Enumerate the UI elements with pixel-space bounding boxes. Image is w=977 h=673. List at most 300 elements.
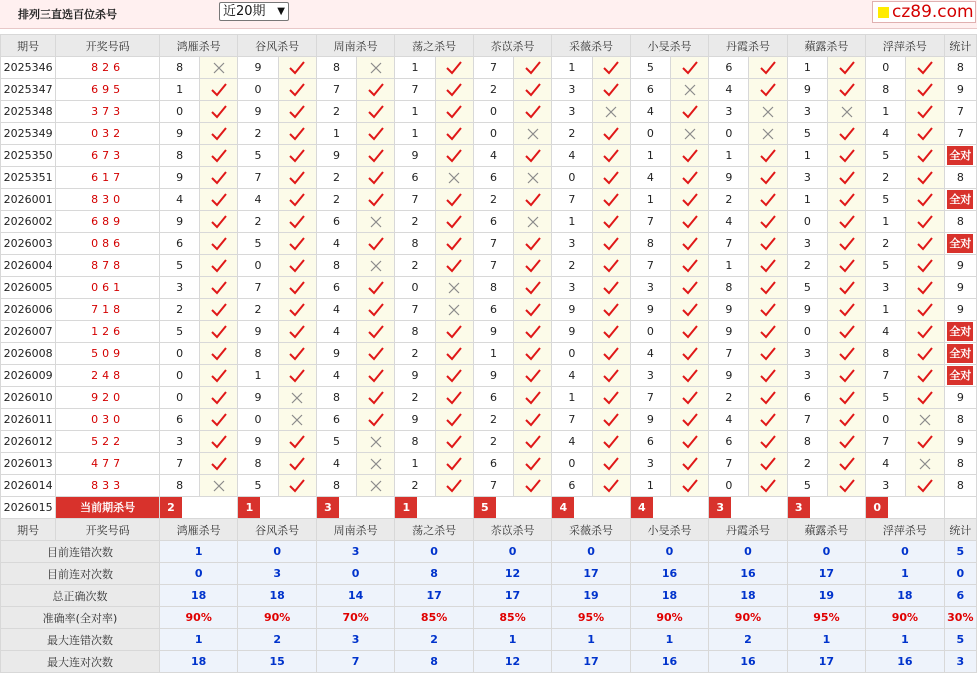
issue-cell: 2025346 [1, 57, 56, 79]
result-mark-cell [278, 167, 316, 189]
win-number-cell: 878 [56, 255, 160, 277]
check-icon [368, 193, 384, 207]
kill-number-cell: 3 [630, 365, 670, 387]
check-icon [682, 457, 698, 471]
check-icon [289, 303, 305, 317]
header-kill: 采薇杀号 [552, 35, 630, 57]
check-icon [211, 347, 227, 361]
result-mark-cell [357, 475, 395, 497]
stat-value-cell: 17 [787, 563, 865, 585]
cross-icon [370, 458, 382, 470]
stat-value-cell: 19 [787, 585, 865, 607]
stat-value-cell: 0 [787, 541, 865, 563]
result-mark-cell [200, 189, 238, 211]
kill-number-cell: 2 [473, 409, 513, 431]
kill-number-cell: 2 [395, 255, 435, 277]
result-mark-cell [827, 123, 865, 145]
win-number-cell: 718 [56, 299, 160, 321]
kill-number-cell: 0 [159, 101, 199, 123]
result-mark-cell [514, 255, 552, 277]
kill-number-cell: 9 [159, 167, 199, 189]
current-count-cell [944, 497, 976, 519]
check-icon [525, 347, 541, 361]
check-icon [839, 237, 855, 251]
table-row [1, 233, 977, 255]
check-icon [760, 259, 776, 273]
cross-icon [527, 128, 539, 140]
result-mark-cell [278, 189, 316, 211]
check-icon [839, 303, 855, 317]
check-icon [760, 303, 776, 317]
result-mark-cell [514, 365, 552, 387]
kill-number-cell: 5 [866, 387, 906, 409]
kill-number-cell: 2 [866, 233, 906, 255]
stat-value-cell: 0 [316, 563, 394, 585]
result-mark-cell [592, 431, 630, 453]
kill-number-table [0, 34, 977, 673]
check-icon [917, 259, 933, 273]
stat-row [1, 541, 977, 563]
check-icon [839, 193, 855, 207]
count-cell: 8 [944, 475, 976, 497]
kill-number-cell: 2 [238, 211, 278, 233]
check-icon [211, 193, 227, 207]
check-icon [368, 303, 384, 317]
header-kill: 鸿雁杀号 [159, 35, 237, 57]
result-mark-cell [749, 189, 787, 211]
count-cell [944, 189, 976, 211]
win-number-cell: 689 [56, 211, 160, 233]
result-mark-cell [827, 277, 865, 299]
result-mark-cell [827, 431, 865, 453]
kill-number-cell: 2 [395, 387, 435, 409]
kill-number-cell: 9 [709, 299, 749, 321]
kill-number-cell: 3 [630, 277, 670, 299]
issue-cell: 2025347 [1, 79, 56, 101]
current-kill-cell [630, 497, 708, 519]
check-icon [289, 237, 305, 251]
win-number-cell: 086 [56, 233, 160, 255]
result-mark-cell [514, 277, 552, 299]
kill-number-cell: 2 [552, 123, 592, 145]
header-kill: 浮萍杀号 [866, 519, 944, 541]
check-icon [839, 435, 855, 449]
stat-value-cell: 18 [866, 585, 944, 607]
current-kill-cell [473, 497, 551, 519]
check-icon [603, 171, 619, 185]
table-row [1, 299, 977, 321]
result-mark-cell [592, 167, 630, 189]
site-logo[interactable] [872, 1, 976, 23]
win-number-cell: 522 [56, 431, 160, 453]
header-kill: 谷风杀号 [238, 519, 316, 541]
result-mark-cell [200, 453, 238, 475]
kill-number-cell: 2 [473, 79, 513, 101]
result-mark-cell [592, 211, 630, 233]
kill-number-cell: 3 [787, 101, 827, 123]
check-icon [368, 347, 384, 361]
stat-value-cell: 30% [944, 607, 976, 629]
kill-number-cell: 1 [709, 145, 749, 167]
result-mark-cell [435, 387, 473, 409]
kill-number-cell: 2 [316, 189, 356, 211]
cross-icon [841, 106, 853, 118]
current-kill-cell [866, 497, 944, 519]
result-mark-cell [592, 343, 630, 365]
result-mark-cell [592, 409, 630, 431]
result-mark-cell [592, 233, 630, 255]
result-mark-cell [514, 431, 552, 453]
result-mark-cell [435, 277, 473, 299]
kill-number-cell: 1 [552, 57, 592, 79]
issue-cell: 2026007 [1, 321, 56, 343]
kill-number-cell: 3 [552, 277, 592, 299]
result-mark-cell [278, 79, 316, 101]
kill-number-cell: 9 [316, 145, 356, 167]
result-mark-cell [278, 365, 316, 387]
stat-value-cell: 17 [552, 651, 630, 673]
header-kill: 荡之杀号 [395, 519, 473, 541]
kill-number-cell: 0 [552, 453, 592, 475]
result-mark-cell [200, 277, 238, 299]
result-mark-cell [906, 101, 944, 123]
result-mark-cell [435, 255, 473, 277]
all-correct-badge: 全对 [947, 322, 973, 341]
result-mark-cell [827, 255, 865, 277]
result-mark-cell [671, 233, 709, 255]
check-icon [446, 149, 462, 163]
check-icon [446, 127, 462, 141]
result-mark-cell [514, 57, 552, 79]
stat-value-cell: 3 [238, 563, 316, 585]
check-icon [682, 413, 698, 427]
stat-value-cell: 90% [630, 607, 708, 629]
result-mark-cell [435, 189, 473, 211]
stat-value-cell: 16 [709, 651, 787, 673]
result-mark-cell [906, 233, 944, 255]
table-row [1, 409, 977, 431]
kill-number-cell: 9 [316, 343, 356, 365]
kill-number-cell: 5 [787, 277, 827, 299]
result-mark-cell [906, 431, 944, 453]
kill-number-cell: 9 [395, 145, 435, 167]
kill-number-cell: 9 [630, 409, 670, 431]
check-icon [211, 303, 227, 317]
current-kill-cell [395, 497, 473, 519]
result-mark-cell [278, 277, 316, 299]
check-icon [760, 83, 776, 97]
check-icon [682, 171, 698, 185]
kill-number-cell: 2 [473, 189, 513, 211]
kill-number-cell: 0 [159, 365, 199, 387]
check-icon [682, 193, 698, 207]
result-mark-cell [435, 299, 473, 321]
check-icon [368, 281, 384, 295]
table-row [1, 431, 977, 453]
kill-number-cell: 7 [473, 475, 513, 497]
kill-number-cell: 0 [787, 211, 827, 233]
result-mark-cell [827, 387, 865, 409]
kill-number-cell: 3 [787, 343, 827, 365]
kill-number-cell: 2 [395, 475, 435, 497]
check-icon [368, 83, 384, 97]
result-mark-cell [671, 475, 709, 497]
check-icon [839, 259, 855, 273]
result-mark-cell [514, 101, 552, 123]
stat-value-cell: 0 [238, 541, 316, 563]
check-icon [839, 479, 855, 493]
current-label-cell [56, 497, 160, 519]
current-row [1, 497, 977, 519]
kill-number-cell: 0 [552, 167, 592, 189]
check-icon [839, 457, 855, 471]
result-mark-cell [357, 145, 395, 167]
kill-number-cell: 9 [238, 431, 278, 453]
check-icon [525, 259, 541, 273]
kill-number-cell: 3 [866, 475, 906, 497]
result-mark-cell [200, 233, 238, 255]
count-cell: 9 [944, 277, 976, 299]
check-icon [211, 413, 227, 427]
current-label: 当前期杀号 [56, 497, 159, 518]
kill-number-cell: 3 [709, 101, 749, 123]
kill-number-cell: 4 [159, 189, 199, 211]
kill-number-cell: 5 [787, 123, 827, 145]
stat-value-cell: 3 [944, 651, 976, 673]
check-icon [760, 347, 776, 361]
result-mark-cell [200, 387, 238, 409]
table-row [1, 167, 977, 189]
stat-value-cell: 0 [395, 541, 473, 563]
stat-row [1, 651, 977, 673]
result-mark-cell [906, 299, 944, 321]
current-kill-number: 3 [788, 497, 810, 518]
stat-value-cell: 8 [395, 563, 473, 585]
issue-cell: 2026009 [1, 365, 56, 387]
check-icon [603, 369, 619, 383]
result-mark-cell [671, 57, 709, 79]
result-mark-cell [827, 299, 865, 321]
kill-number-cell: 5 [159, 321, 199, 343]
stat-value-cell: 3 [316, 541, 394, 563]
result-mark-cell [827, 233, 865, 255]
header-kill: 苶苡杀号 [473, 35, 551, 57]
win-number-cell: 061 [56, 277, 160, 299]
check-icon [839, 171, 855, 185]
cross-icon [370, 62, 382, 74]
check-icon [760, 325, 776, 339]
kill-number-cell: 8 [159, 475, 199, 497]
result-mark-cell [200, 57, 238, 79]
result-mark-cell [200, 409, 238, 431]
issue-cell: 2026002 [1, 211, 56, 233]
kill-number-cell: 9 [238, 57, 278, 79]
result-mark-cell [749, 167, 787, 189]
kill-number-cell: 8 [395, 233, 435, 255]
header-kill: 丹霞杀号 [709, 519, 787, 541]
count-cell [944, 233, 976, 255]
check-icon [525, 391, 541, 405]
issue-cell: 2025348 [1, 101, 56, 123]
count-cell: 9 [944, 431, 976, 453]
win-number-cell: 248 [56, 365, 160, 387]
result-mark-cell [435, 475, 473, 497]
check-icon [525, 61, 541, 75]
kill-number-cell: 7 [866, 431, 906, 453]
issue-cell: 2026006 [1, 299, 56, 321]
result-mark-cell [749, 145, 787, 167]
result-mark-cell [827, 453, 865, 475]
check-icon [760, 149, 776, 163]
check-icon [211, 171, 227, 185]
kill-number-cell: 4 [866, 321, 906, 343]
result-mark-cell [357, 343, 395, 365]
current-kill-number: 1 [395, 497, 417, 518]
stat-value-cell: 1 [473, 629, 551, 651]
kill-number-cell: 7 [238, 277, 278, 299]
check-icon [211, 237, 227, 251]
result-mark-cell [514, 79, 552, 101]
check-icon [289, 259, 305, 273]
kill-number-cell: 6 [316, 211, 356, 233]
check-icon [446, 193, 462, 207]
kill-number-cell: 4 [866, 453, 906, 475]
cross-icon [291, 392, 303, 404]
check-icon [368, 237, 384, 251]
check-icon [211, 149, 227, 163]
result-mark-cell [592, 277, 630, 299]
check-icon [211, 369, 227, 383]
check-icon [917, 61, 933, 75]
kill-number-cell: 2 [316, 167, 356, 189]
check-icon [760, 391, 776, 405]
result-mark-cell [671, 365, 709, 387]
result-mark-cell [827, 167, 865, 189]
result-mark-cell [278, 431, 316, 453]
result-mark-cell [278, 453, 316, 475]
stat-value-cell: 12 [473, 651, 551, 673]
check-icon [682, 325, 698, 339]
header-kill: 周南杀号 [316, 35, 394, 57]
kill-number-cell: 3 [159, 277, 199, 299]
kill-number-cell: 3 [787, 167, 827, 189]
result-mark-cell [357, 233, 395, 255]
result-mark-cell [827, 475, 865, 497]
kill-number-cell: 7 [395, 79, 435, 101]
check-icon [446, 61, 462, 75]
check-icon [211, 457, 227, 471]
cross-icon [527, 216, 539, 228]
kill-number-cell: 6 [159, 409, 199, 431]
check-icon [525, 105, 541, 119]
kill-number-cell: 6 [316, 277, 356, 299]
stat-value-cell: 1 [866, 563, 944, 585]
result-mark-cell [514, 453, 552, 475]
top-bar [0, 0, 977, 29]
check-icon [289, 61, 305, 75]
logo-square-icon [878, 7, 889, 18]
kill-number-cell: 9 [552, 321, 592, 343]
result-mark-cell [200, 123, 238, 145]
kill-number-cell: 7 [395, 299, 435, 321]
check-icon [603, 237, 619, 251]
period-select[interactable] [219, 2, 289, 21]
check-icon [682, 391, 698, 405]
check-icon [917, 83, 933, 97]
win-number-cell: 833 [56, 475, 160, 497]
kill-number-cell: 2 [159, 299, 199, 321]
check-icon [917, 215, 933, 229]
check-icon [839, 127, 855, 141]
header-issue: 期号 [1, 35, 56, 57]
table-row [1, 211, 977, 233]
check-icon [603, 61, 619, 75]
check-icon [603, 259, 619, 273]
check-icon [525, 281, 541, 295]
check-icon [289, 149, 305, 163]
result-mark-cell [592, 475, 630, 497]
kill-number-cell: 8 [316, 475, 356, 497]
count-cell: 9 [944, 299, 976, 321]
stat-label-cell: 准确率(全对率) [1, 607, 160, 629]
stat-value-cell: 16 [709, 563, 787, 585]
kill-number-cell: 0 [630, 123, 670, 145]
table-row [1, 453, 977, 475]
kill-number-cell: 0 [866, 409, 906, 431]
result-mark-cell [906, 255, 944, 277]
win-number-cell: 673 [56, 145, 160, 167]
result-mark-cell [671, 299, 709, 321]
result-mark-cell [278, 57, 316, 79]
current-kill-cell [159, 497, 237, 519]
kill-number-cell: 8 [159, 57, 199, 79]
kill-number-cell: 1 [866, 299, 906, 321]
result-mark-cell [357, 79, 395, 101]
result-mark-cell [906, 57, 944, 79]
stat-value-cell: 1 [159, 629, 237, 651]
kill-number-cell: 2 [238, 299, 278, 321]
issue-cell: 2026001 [1, 189, 56, 211]
stat-value-cell: 85% [395, 607, 473, 629]
count-cell: 7 [944, 101, 976, 123]
stat-value-cell: 70% [316, 607, 394, 629]
check-icon [603, 149, 619, 163]
result-mark-cell [592, 189, 630, 211]
result-mark-cell [514, 299, 552, 321]
win-number-cell: 920 [56, 387, 160, 409]
kill-number-cell: 4 [709, 409, 749, 431]
result-mark-cell [906, 387, 944, 409]
result-mark-cell [749, 299, 787, 321]
kill-number-cell: 3 [552, 233, 592, 255]
kill-number-cell: 2 [395, 343, 435, 365]
kill-number-cell: 4 [630, 101, 670, 123]
win-number-cell: 695 [56, 79, 160, 101]
cross-icon [684, 128, 696, 140]
check-icon [289, 369, 305, 383]
kill-number-cell: 7 [473, 233, 513, 255]
header-kill: 蘋露杀号 [787, 35, 865, 57]
kill-number-cell: 1 [159, 79, 199, 101]
kill-number-cell: 7 [866, 365, 906, 387]
result-mark-cell [749, 321, 787, 343]
header-win: 开奖号码 [56, 519, 160, 541]
check-icon [525, 369, 541, 383]
count-cell: 8 [944, 453, 976, 475]
result-mark-cell [749, 365, 787, 387]
cross-icon [762, 128, 774, 140]
result-mark-cell [749, 255, 787, 277]
